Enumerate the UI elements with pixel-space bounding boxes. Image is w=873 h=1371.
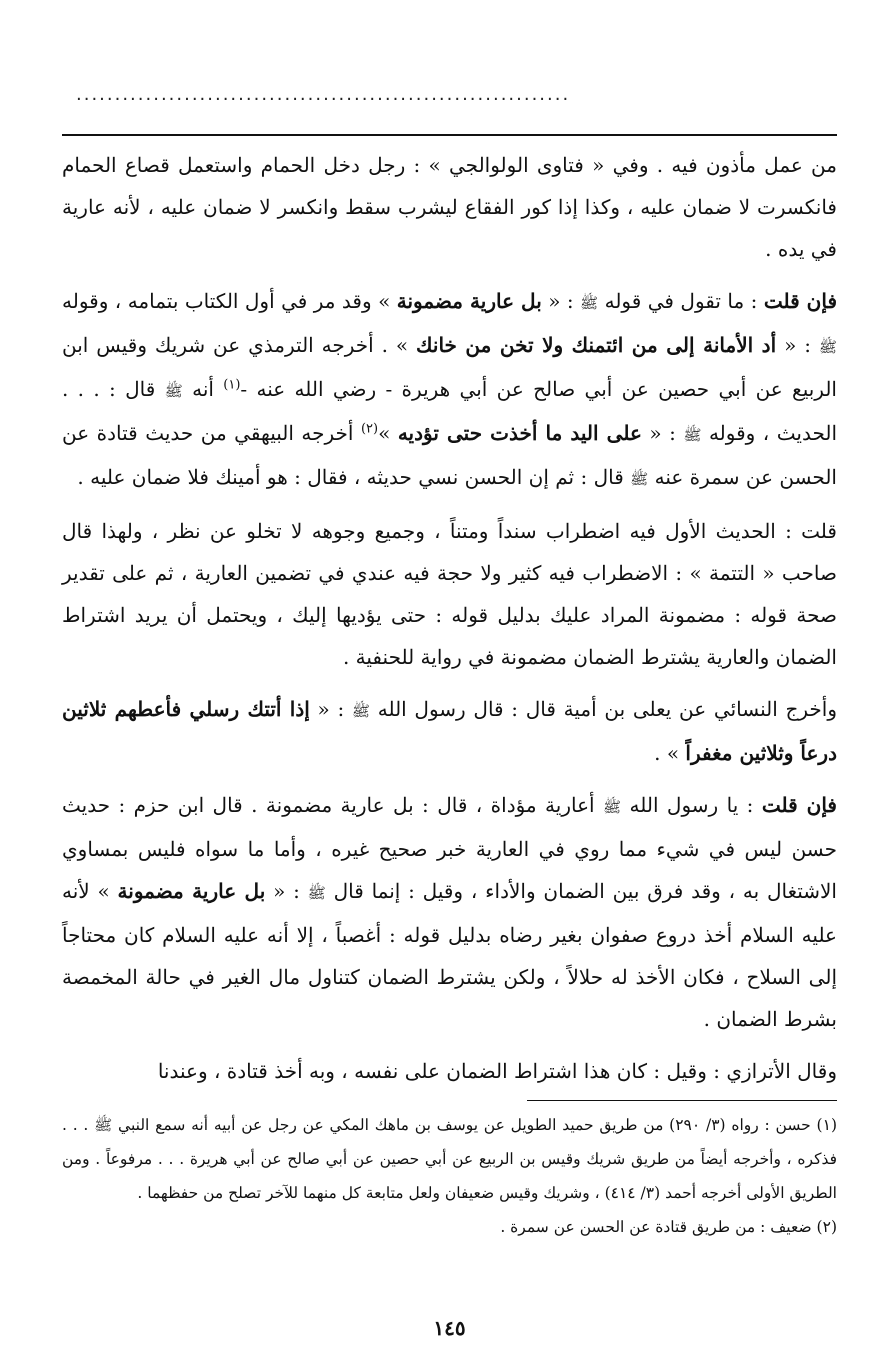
text-run: » وقد مر في أول الكتاب بتمامه ، وقوله bbox=[62, 289, 397, 313]
text-run: وأخرج النسائي عن يعلى بن أمية قال : قال رسول الله bbox=[370, 697, 837, 721]
text-run: : ما تقول في قوله bbox=[598, 289, 764, 313]
text-run: » . bbox=[654, 741, 686, 765]
text-run: : « bbox=[265, 879, 308, 903]
hadith-quote: إذا أتتك رسلي فأعطهم ثلاثين درعاً وثلاثين مغفراً bbox=[62, 697, 837, 765]
footnote-number: (٢) bbox=[816, 1218, 837, 1236]
paragraph-2 bbox=[62, 280, 837, 500]
paragraph-3 bbox=[62, 510, 837, 678]
paragraph-4 bbox=[62, 688, 837, 774]
paragraph-6 bbox=[62, 1050, 837, 1092]
text-run: : « bbox=[541, 289, 581, 313]
main-text bbox=[62, 144, 837, 1092]
hadith-quote: على اليد ما أخذت حتى تؤديه bbox=[397, 421, 642, 445]
paragraph-5 bbox=[62, 784, 837, 1040]
text-run: ضعيف : من طريق قتادة عن الحسن عن سمرة . bbox=[500, 1218, 817, 1236]
hadith-quote: بل عارية مضمونة bbox=[396, 289, 542, 313]
salutation-glyph: ﷺ bbox=[580, 294, 599, 312]
header-dotted-line: ................................................................ bbox=[76, 84, 571, 105]
header-rule bbox=[62, 134, 837, 136]
text-run: : الحديث الأول فيه اضطراب سنداً ومتناً ، وجميع وجوهه لا تخلو عن نظر ، ولهذا قال صاحب « التتمة » : الاضطراب فيه كثير ولا حجة فيه عندي في تضمين العارية ، ثم على تقدير صحة قوله : مضمونة المراد عليك بدليل قوله : حتى يؤديها إليك ، ويحتمل أن يريد اشتراط الضمان والعارية يشترط الضمان مضمونة في رواية للحنفية . bbox=[62, 519, 837, 669]
salutation-glyph: ﷺ bbox=[94, 1116, 113, 1134]
text-run: : يا رسول الله bbox=[621, 793, 762, 817]
salutation-glyph: ﷺ bbox=[602, 798, 622, 816]
footnote-rule bbox=[527, 1100, 837, 1101]
text-run: أنه bbox=[182, 377, 224, 401]
text-run: أعارية مؤداة ، قال : بل عارية مضمونة . قال ابن حزم : حديث حسن ليس في شيء مما روي في العارية خبر صحيح غيره ، وأما ما سواه فليس بمساوي الاشتغال به ، وقد فرق بين الضمان والأداء ، وقيل : إنما قال bbox=[62, 793, 837, 903]
text-run: قال : . . . الحديث ، وقوله bbox=[62, 377, 838, 445]
text-run: » . أخرجه الترمذي عن شريك وقيس ابن الربيع عن أبي حصين عن أبي صالح عن أبي هريرة - رضي الله عنه - bbox=[62, 333, 837, 401]
hadith-quote: أد الأمانة إلى من ائتمنك ولا تخن من خانك bbox=[416, 333, 777, 357]
book-page bbox=[62, 0, 837, 1371]
page-number: ١٤٥ bbox=[433, 1316, 466, 1340]
text-run: . . . فذكره ، وأخرجه أيضاً من طريق شريك وقيس بن الربيع عن أبي حصين عن أبي صالح عن أبي هريرة . . . مرفوعاً . ومن الطريق الأولى أخرجه أحمد (٣/ ٤١٤) ، وشريك وقيس ضعيفان ولعل متابعة كل منهما للآخر تصلح من حفظهما . bbox=[62, 1116, 837, 1202]
question-keyword: فإن قلت bbox=[761, 793, 837, 817]
salutation-glyph: ﷺ bbox=[683, 426, 702, 444]
text-run: » لأنه عليه السلام أخذ دروع صفوان بغير رضاه بدليل قوله : أغصباً ، إلا أنه عليه السلام كان محتاجاً إلى السلاح ، فكان الأخذ له حلالاً ، ولكن يشترط الضمان كتناول مال الغير في حالة المخمصة بشرط الضمان . bbox=[62, 879, 837, 1031]
salutation-glyph: ﷺ bbox=[307, 884, 326, 902]
footnote-ref-2[interactable]: (٢) bbox=[360, 421, 379, 437]
footnote-1 bbox=[62, 1108, 837, 1210]
text-run: : « bbox=[641, 421, 684, 445]
text-run: أخرجه البيهقي من حديث قتادة عن الحسن عن سمرة عنه bbox=[62, 421, 837, 489]
footnotes bbox=[62, 1108, 837, 1244]
question-keyword: فإن قلت bbox=[763, 289, 838, 313]
paragraph-1-text: من عمل مأذون فيه . وفي « فتاوى الولوالجي » : رجل دخل الحمام واستعمل قصاع الحمام فانكسرت لا ضمان عليه ، وكذا إذا كور الفقاع ليشرب سقط وانكسر لا ضمان عليه ، لأنه عارية في يده . bbox=[62, 153, 837, 261]
text-run: حسن : رواه (٣/ ٢٩٠) من طريق حميد الطويل عن يوسف بن ماهك المكي عن رجل عن أبيه أنه سمع النبي bbox=[112, 1116, 817, 1134]
salutation-glyph: ﷺ bbox=[630, 470, 649, 488]
salutation-glyph: ﷺ bbox=[818, 338, 837, 356]
text-run: : « bbox=[776, 333, 819, 357]
footnote-number: (١) bbox=[816, 1116, 837, 1134]
paragraph-1 bbox=[62, 144, 837, 270]
text-run: قال : ثم إن الحسن نسي حديثه ، فقال : هو أمينك فلا ضمان عليه . bbox=[77, 465, 631, 489]
answer-keyword: قلت bbox=[801, 519, 837, 543]
footnote-ref-1[interactable]: (١) bbox=[223, 377, 241, 393]
salutation-glyph: ﷺ bbox=[164, 382, 183, 400]
hadith-quote: بل عارية مضمونة bbox=[117, 879, 266, 903]
salutation-glyph: ﷺ bbox=[351, 702, 371, 720]
text-run: : « bbox=[309, 697, 352, 721]
paragraph-6-text: وقال الأترازي : وقيل : كان هذا اشتراط الضمان على نفسه ، وبه أخذ قتادة ، وعندنا bbox=[157, 1059, 837, 1083]
footnote-2 bbox=[62, 1210, 837, 1244]
text-run: » bbox=[378, 421, 398, 445]
